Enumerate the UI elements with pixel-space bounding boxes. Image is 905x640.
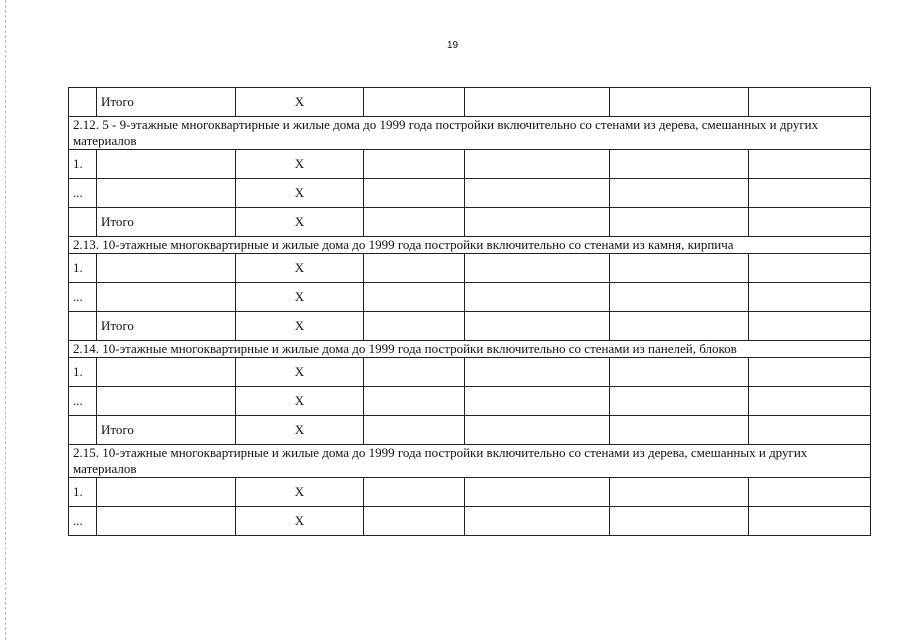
table-row — [69, 283, 871, 312]
x-mark-cell: X — [236, 358, 364, 387]
table-row — [69, 254, 871, 283]
empty-cell — [610, 88, 749, 117]
row-number-cell: 1. — [69, 254, 97, 283]
empty-cell — [465, 88, 610, 117]
total-row — [69, 208, 871, 237]
row-number-cell: ... — [69, 179, 97, 208]
empty-cell — [465, 312, 610, 341]
empty-cell — [364, 283, 465, 312]
x-mark-cell: X — [236, 387, 364, 416]
row-number-cell: 1. — [69, 150, 97, 179]
empty-cell — [610, 254, 749, 283]
row-number-cell — [69, 88, 97, 117]
empty-cell — [749, 387, 871, 416]
empty-cell — [749, 283, 871, 312]
x-mark-cell: X — [236, 208, 364, 237]
empty-cell — [749, 507, 871, 536]
table-row — [69, 478, 871, 507]
empty-cell — [465, 208, 610, 237]
section-title: 2.15. 10-этажные многоквартирные и жилые дома до 1999 года постройки включительно со стенами из дерева, смешанных и других материалов — [69, 445, 871, 478]
page-number: 19 — [446, 40, 459, 51]
name-cell — [97, 358, 236, 387]
name-cell — [97, 478, 236, 507]
name-cell — [97, 254, 236, 283]
empty-cell — [364, 208, 465, 237]
section-header-row — [69, 445, 871, 478]
row-number-cell: ... — [69, 283, 97, 312]
table-body — [69, 88, 871, 536]
name-cell — [97, 179, 236, 208]
empty-cell — [364, 88, 465, 117]
section-header-row — [69, 117, 871, 150]
row-number-cell: 1. — [69, 478, 97, 507]
name-cell: Итого — [97, 88, 236, 117]
empty-cell — [364, 179, 465, 208]
row-number-cell — [69, 208, 97, 237]
name-cell: Итого — [97, 416, 236, 445]
x-mark-cell: X — [236, 507, 364, 536]
name-cell — [97, 507, 236, 536]
empty-cell — [465, 358, 610, 387]
empty-cell — [465, 387, 610, 416]
empty-cell — [610, 312, 749, 341]
empty-cell — [465, 416, 610, 445]
empty-cell — [465, 254, 610, 283]
x-mark-cell: X — [236, 478, 364, 507]
empty-cell — [610, 179, 749, 208]
x-mark-cell: X — [236, 312, 364, 341]
empty-cell — [610, 478, 749, 507]
table-row — [69, 179, 871, 208]
empty-cell — [749, 150, 871, 179]
empty-cell — [610, 416, 749, 445]
margin-line — [5, 0, 6, 640]
empty-cell — [749, 254, 871, 283]
x-mark-cell: X — [236, 416, 364, 445]
empty-cell — [749, 179, 871, 208]
x-mark-cell: X — [236, 283, 364, 312]
table-row — [69, 150, 871, 179]
section-header-row — [69, 237, 871, 254]
total-row — [69, 312, 871, 341]
name-cell — [97, 283, 236, 312]
row-number-cell: 1. — [69, 358, 97, 387]
empty-cell — [364, 312, 465, 341]
name-cell: Итого — [97, 208, 236, 237]
row-number-cell — [69, 416, 97, 445]
empty-cell — [364, 416, 465, 445]
row-number-cell: ... — [69, 387, 97, 416]
empty-cell — [749, 416, 871, 445]
x-mark-cell: X — [236, 254, 364, 283]
empty-cell — [364, 478, 465, 507]
section-title: 2.12. 5 - 9-этажные многоквартирные и жилые дома до 1999 года постройки включительно со стенами из дерева, смешанных и других материалов — [69, 117, 871, 150]
section-header-row — [69, 341, 871, 358]
x-mark-cell: X — [236, 88, 364, 117]
empty-cell — [465, 150, 610, 179]
empty-cell — [610, 387, 749, 416]
section-title: 2.13. 10-этажные многоквартирные и жилые дома до 1999 года постройки включительно со стенами из камня, кирпича — [69, 237, 871, 254]
empty-cell — [465, 179, 610, 208]
empty-cell — [749, 208, 871, 237]
x-mark-cell: X — [236, 179, 364, 208]
empty-cell — [465, 283, 610, 312]
empty-cell — [364, 254, 465, 283]
empty-cell — [749, 312, 871, 341]
total-row — [69, 88, 871, 117]
empty-cell — [364, 387, 465, 416]
total-row — [69, 416, 871, 445]
table-row — [69, 358, 871, 387]
empty-cell — [610, 150, 749, 179]
name-cell: Итого — [97, 312, 236, 341]
data-table — [68, 87, 871, 536]
empty-cell — [364, 507, 465, 536]
empty-cell — [610, 358, 749, 387]
empty-cell — [610, 283, 749, 312]
x-mark-cell: X — [236, 150, 364, 179]
empty-cell — [610, 208, 749, 237]
empty-cell — [465, 478, 610, 507]
row-number-cell: ... — [69, 507, 97, 536]
name-cell — [97, 387, 236, 416]
row-number-cell — [69, 312, 97, 341]
empty-cell — [610, 507, 749, 536]
section-title: 2.14. 10-этажные многоквартирные и жилые дома до 1999 года постройки включительно со стенами из панелей, блоков — [69, 341, 871, 358]
name-cell — [97, 150, 236, 179]
table-row — [69, 387, 871, 416]
empty-cell — [465, 507, 610, 536]
empty-cell — [749, 358, 871, 387]
empty-cell — [364, 358, 465, 387]
empty-cell — [364, 150, 465, 179]
table-row — [69, 507, 871, 536]
empty-cell — [749, 478, 871, 507]
empty-cell — [749, 88, 871, 117]
